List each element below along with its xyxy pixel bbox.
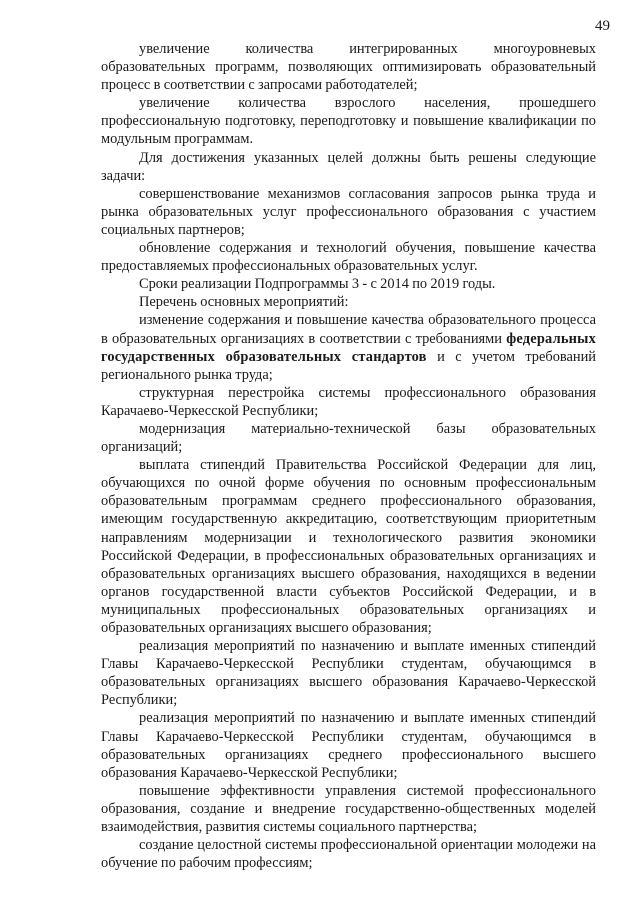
- paragraph: увеличение количества интегрированных многоуровневых образовательных программ, позволяющих оптимизировать образовательный процесс в соответствии с запросами работодателей;: [101, 41, 596, 94]
- paragraph: реализация мероприятий по назначению и выплате именных стипендий Главы Карачаево-Черкесской Республики студентам, обучающимся в образовательных организациях среднего профессионального высшего образования Карачаево-Черкесской Республики;: [101, 710, 596, 781]
- paragraph: обновление содержания и технологий обучения, повышение качества предоставляемых профессиональных образовательных услуг.: [101, 240, 596, 275]
- paragraph: выплата стипендий Правительства Российской Федерации для лиц, обучающихся по очной форме обучения по основным профессиональным образовательным программам среднего профессионального образования, имеющим государственную аккредитацию, соответствующим приоритетным направлениям модернизации и технологического развития экономики Российской Федерации, в профессиональных образовательных организациях и образовательных организациях высшего образования, находящихся в ведении органов государственной власти субъектов Российской Федерации, и в муниципальных профессиональных образовательных организациях и образовательных организациях высшего образования;: [101, 457, 596, 636]
- paragraph: создание целостной системы профессиональной ориентации молодежи на обучение по рабочим профессиям;: [101, 837, 596, 872]
- paragraph: Сроки реализации Подпрограммы 3 - с 2014 по 2019 годы.: [139, 276, 496, 293]
- paragraph: Перечень основных мероприятий:: [139, 294, 349, 311]
- paragraph: совершенствование механизмов согласования запросов рынка труда и рынка образовательных услуг профессионального образования с участием социальных партнеров;: [101, 185, 596, 238]
- paragraph: реализация мероприятий по назначению и выплате именных стипендий Главы Карачаево-Черкесской Республики студентам, обучающимся в образовательных организациях высшего образования Карачаево-Черкесской Республики;: [101, 638, 596, 709]
- paragraph: повышение эффективности управления системой профессионального образования, создание и внедрение государственно-общественных моделей взаимодействия, развития системы социального партнерства;: [101, 782, 596, 836]
- emphasized-text: федеральных государственных образовательных стандартов: [101, 330, 596, 365]
- paragraph-text: и с учетом требований регионального рынка труда;: [101, 348, 597, 383]
- paragraph-text: изменение содержания и повышение качества образовательного процесса в образовательных организациях в соответствии с требованиями: [101, 312, 596, 347]
- paragraph: модернизация материально-технической базы образовательных организаций;: [101, 420, 596, 456]
- paragraph: структурная перестройка системы профессионального образования Карачаево-Черкесской Республики;: [101, 384, 596, 419]
- paragraph: увеличение количества взрослого населения, прошедшего профессиональную подготовку, переподготовку и повышение квалификации по модульным программам.: [101, 95, 596, 148]
- paragraph-with-emphasis: [101, 311, 596, 383]
- page-number: 49: [595, 18, 610, 34]
- paragraph: Для достижения указанных целей должны быть решены следующие задачи:: [101, 149, 596, 184]
- document-body: [101, 40, 596, 872]
